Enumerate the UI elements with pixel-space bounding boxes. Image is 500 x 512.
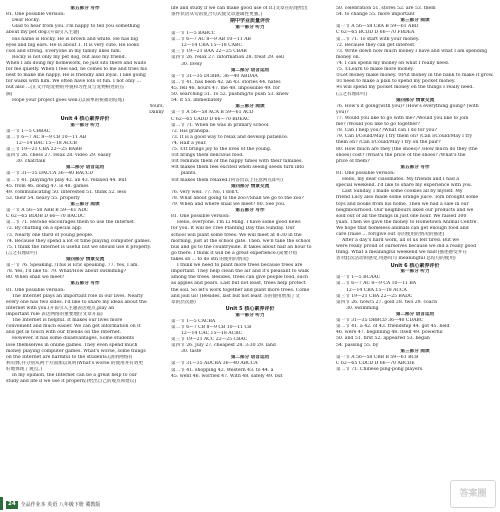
answer-line: Yours, <box>149 103 164 109</box>
answer-line: 第二节 6—7 AC 8—9 CB 10—11 AB <box>6 134 87 140</box>
answer-line: the soil. So let's work together and plant more trees. Come <box>171 287 310 293</box>
answer-line: In my opinion, the Internet can be a great help to our <box>12 373 137 379</box>
section-heading: 第四部分 情景交流 <box>65 257 105 263</box>
section-heading: 第五部分 写作 <box>400 164 430 170</box>
answer-line: When I am doing my homework, he just sits there and waits <box>6 60 147 66</box>
answer-line: on the Internet are harmful to the students.(説明网络有 <box>6 354 133 360</box>
answer-line: yuan. Then we gave the money to Hometown Animal Centre. <box>336 219 478 225</box>
answer-line: 第一节 1—5 BABCC <box>171 30 216 36</box>
answer-line: 第四节 26. chess 27. relax 28. video 29. easily <box>6 153 112 159</box>
answer-line: about my pet dog.(开篇引入主题) <box>6 30 80 36</box>
answer-line: 第一节 A 56—58 CBA B 59—61 ABD <box>336 24 419 30</box>
watermark-logo: 答案圈 <box>450 480 496 508</box>
answer-line: 第二节 6—7 AC 8—9 AB 10—11 AB <box>171 37 251 43</box>
section-heading: 第一部分 听力 <box>235 24 265 30</box>
answer-line: 第三节 19—21 BAA 22—25 CBAB <box>171 49 247 55</box>
answer-line: 第三节 19—21 ACC 22—25 CBAC <box>171 336 248 342</box>
answer-line: 81. One possible version: <box>171 214 230 220</box>
answer-line: I think we need to plant more trees because trees are <box>177 263 303 269</box>
answer-line: among the trees. Besides, trees can give people food, such <box>171 275 308 281</box>
answer-line: 46. were 47. beginning 48. itself 49. powerful <box>336 330 443 336</box>
section-heading: 第二部分 语言运用 <box>65 165 105 171</box>
answer-line: care.(raise ... for/give out 等的使用的情况的描述) <box>336 232 445 238</box>
answer-line: 78. What about going to the zoo?/Shall we go to the zoo? <box>171 195 304 201</box>
answer-line: neighbourhood. Our neighbours liked our products and we <box>336 207 474 213</box>
answer-line: 12—14 BAC 15—18 ACCB <box>16 140 77 146</box>
answer-line: ③It reminds them of the happy times with their families. <box>171 159 303 165</box>
answer-line: Last Sunday, I made some cookies all by myself. My <box>342 189 463 195</box>
answer-line: 第一节 A 56—58 CBB B 59—61 BCB <box>336 354 419 360</box>
answer-line: sold out of all the things in just one hour. We raised 300 <box>336 213 467 219</box>
section-heading: 第一部分 听力 <box>70 122 100 128</box>
answer-line: lose themselves in online games. They even spend much <box>6 342 138 348</box>
answer-line: Rocky is not only my pet dog, but also my friend. <box>12 54 126 60</box>
unit-title: Unit 4 核心素养评价 <box>60 115 110 122</box>
answer-line: After a day's hard work, all of us felt tired. But we <box>342 238 460 244</box>
answer-line: 50. celebration 51. stores 52. are 53. them <box>336 6 436 11</box>
answer-line: thing. What a meaningful weekend we had!(描述感受并在 <box>336 250 467 256</box>
answer-line: 第一节 31—35 DACCA 36—40 BACCD <box>6 171 93 177</box>
answer-line: 条件状语从句的复合句式使文章逻辑性更强。) <box>171 12 263 18</box>
answer-line: 75. I think the Internet is useful but we should use it properly. <box>6 244 152 250</box>
answer-line: Hello, my dear classmates. My friends and I had a <box>342 177 460 183</box>
answer-line: 78. Can I help you? /What can I do for you? <box>336 128 437 134</box>
answer-line: ⑤It makes them relaxed.(何答出以上任意两点即可) <box>171 177 283 183</box>
section-heading: 第五部分 写作 <box>70 281 100 287</box>
answer-line: C 62—65 CDCD D 66—70 ABCDE <box>336 360 415 366</box>
answer-line: 54. to change 55. more important <box>336 12 415 18</box>
answer-line: 第三节 19—21 CBA 22—25 BADC <box>336 293 413 299</box>
answer-line: Glad to hear from you. I'm happy to tell you something <box>12 24 140 30</box>
answer-column-left <box>6 6 164 494</box>
answer-line: ④I will spend my pocket money on the things I really need. <box>336 85 474 91</box>
answer-line: 74. I can spend my money on what I really need. <box>336 60 450 66</box>
answer-line: and join us! (Besides, last but not least 等的使用增加了文 <box>171 293 300 299</box>
answer-line: 73. It is a good way to relax and develop patience. <box>171 134 289 140</box>
answer-line: 第二节 41. a 42. of 43. friendship 44. got 45. held <box>336 324 450 330</box>
answer-line: 第一节 1—5 BCAAC <box>336 275 381 281</box>
answer-line: 第二节 71. Chinese ping-pong players. <box>336 366 424 372</box>
answer-line: 第四节 26. now/5 27. gold 28. two 29. coach <box>336 299 438 305</box>
answer-line: school will plant some trees. We will meet at 8:30 in the <box>171 232 302 238</box>
answer-line: 79. When and where shall we meet? 80. See you. <box>171 202 286 208</box>
answer-line: 80. How much are they (the shoes)? /How much do they (the <box>336 146 478 152</box>
answer-line: and get in touch with our friends on the Internet. <box>6 330 122 336</box>
answer-line: (言之有理即可) <box>336 91 368 97</box>
answer-line: 第一节 31—35 DCBBC 36—40 ABDAA <box>171 73 258 79</box>
answer-line: The Internet is helpful. It makes our lives more <box>12 318 123 324</box>
answer-line: 75. ①It brings joy to the lives of the young. <box>171 147 272 153</box>
unit-title: 期中学业质量评价 <box>229 18 270 25</box>
answer-line: C 62—65 BDDB D 66—70 BACDC <box>6 214 85 220</box>
section-heading: 第五部分 写作 <box>70 6 100 11</box>
answer-line: ②It brings them delicious food. <box>171 153 244 159</box>
answer-line: 50. searching 51. To 52. pushing/to push 53. knew <box>171 92 289 98</box>
answer-line: 第一节 1—5 CBBAC <box>6 128 51 134</box>
answer-line: 者对此次活动的感受,用感叹句 meaningful 总结句的使用) <box>336 256 456 262</box>
answer-line: 45. from 46. doing 47. is 48. games <box>6 183 89 189</box>
answer-line: 73. Nearly one third of young people. <box>6 232 94 238</box>
answer-line: money on. <box>336 54 361 60</box>
answer-line: as apples and pears. Last but not least, trees help protect <box>171 281 306 287</box>
answer-line: 75. ①Learn to make more money. <box>336 67 414 73</box>
answer-line: ③I need to make a plan to spend my pocket money. <box>336 79 456 85</box>
answer-line: 12—14 CBA 15—18 CABC <box>181 43 242 49</box>
answer-line: 30. lively <box>181 61 203 67</box>
section-heading: 第四部分 情景交流 <box>230 183 270 189</box>
section-heading: 第三部分 阅读 <box>400 18 430 24</box>
answer-line: money playing computer games. What's worse, some things <box>6 348 146 354</box>
answer-line: 第一节 76. Speaking. /This is Eric speaking. 77. Yes, I am. <box>6 263 139 269</box>
page-tab-icon <box>0 497 3 510</box>
answer-line: 30. taste <box>181 349 202 355</box>
answer-line: 第一节 A 56—58 ABB B 59—61 ADC <box>6 208 89 214</box>
answer-line: convenient and much easier. We can get information on it <box>6 324 141 330</box>
answer-line: toys and books from his home. Then we had a sale in our <box>336 201 469 207</box>
answer-line: 81. One possible version: <box>6 287 65 293</box>
answer-line: go there. I think it will be a great experience.(简要介绍 <box>171 250 298 256</box>
answer-line: However, it has some disadvantages. Some students <box>12 336 134 342</box>
answer-line: 第二节 41. has been 42. an 43. stories 44. hates <box>171 79 281 85</box>
section-heading: 第一部分 听力 <box>400 269 430 275</box>
page-footer <box>6 500 306 510</box>
answer-line: 第一节 1—5 CACBA <box>171 318 216 324</box>
answer-line: 72. By chatting on a special app. <box>6 226 83 232</box>
answer-line: me? /Would you like to go together? <box>336 122 420 128</box>
answer-line: 第四节 26. relax 27. information 28. treat 29. sell <box>171 55 284 61</box>
answer-line: 76. How's it going(with you)? /How's everything going? (with <box>336 103 479 109</box>
unit-title: Unit 6 核心素养评价 <box>390 262 440 269</box>
answer-line: 章的层次感) <box>171 299 196 305</box>
answer-line: you)? <box>336 109 349 115</box>
answer-line: Hope your project goes well.(以简单的祝福语结尾) <box>12 97 125 103</box>
answer-line: shoes) cost? /What's the price of the shoes? /What's the <box>336 152 466 158</box>
answer-line: friend Lucy also made some orange juice. Tom brought some <box>336 195 479 201</box>
answer-column-middle <box>171 6 329 494</box>
answer-line: 12—14 CBA 15—18 ACCA <box>346 287 407 293</box>
answer-column-right <box>336 6 494 494</box>
answer-line: 45. fell 46. hours 47. me 48. impossible 49. for <box>171 85 280 91</box>
answer-line: them on? /Can I/Could/May I try on the pair? <box>336 140 441 146</box>
answer-line: 74. Half a year. <box>171 140 207 146</box>
answer-line: 第三节 19—21 CBA 22—25 BABB <box>6 147 82 153</box>
answer-line: 滴) <box>6 91 13 97</box>
answer-line: 30. chat/talk <box>16 159 46 165</box>
answer-line: 80. When shall we meet? <box>6 275 65 281</box>
answer-line: Internet with you.(开篇引入主题表达观点,play an <box>6 305 115 311</box>
answer-line: 50. and 51. first 52. appeared 53. began <box>336 336 430 342</box>
answer-line: special weekend. I'd like to share my experience with you. <box>336 183 473 189</box>
answer-line: 54. it 55. immediately <box>171 98 222 104</box>
answer-line: 72. His grandpa. <box>171 128 210 134</box>
answer-line: 第一节 31—35 DBBCD 36—40 CDABC <box>336 318 424 324</box>
page-number: 24 <box>8 501 16 508</box>
answer-line: for walks with him. We often have lots of fun. I not only ... <box>6 79 141 85</box>
answer-line: takes sb ... to do sth 的使用的情况) <box>171 257 249 263</box>
answer-line: 好地体现了观点。) <box>6 366 43 372</box>
answer-line: 76. Very well. 77. No, I don't. <box>171 189 240 195</box>
answer-line: 30. swimming <box>346 305 379 311</box>
answer-line: morning, just at the school gate. Then, we'll take the school <box>171 238 311 244</box>
answer-line: 12—14 CAC 15—18 ACBC <box>181 330 243 336</box>
section-heading: 第三部分 阅读 <box>70 202 100 208</box>
answer-line: 81. One possible version: <box>336 170 395 176</box>
book-title: 全品作业本 英语 八年级下册 冀教版 <box>20 501 101 508</box>
answer-line: but also ...(正文介绍宠物的外貌和习性及与宠物相处的点 <box>6 85 125 91</box>
section-heading: 第二部分 语言运用 <box>395 312 435 317</box>
answer-line: cool and strong. Everyone in my family likes him. <box>6 48 122 54</box>
answer-line: 第二节 71. When he was in primary school. <box>171 122 270 128</box>
section-heading: 第二部分 语言运用 <box>230 355 270 361</box>
answer-line: 第二节 41. shopping 42. Western 43. to 44. a <box>171 367 274 373</box>
answer-line: price of them? <box>336 158 370 164</box>
answer-line: Danny <box>149 109 164 115</box>
answer-line: ②Let money make money. ③Put money in the bank to make it grow. <box>336 73 494 79</box>
answer-line: (言之有理即可) <box>6 250 38 256</box>
answer-line: We hope that homeless animals can get enough food and <box>336 225 469 231</box>
answer-line: 第二节 6—7 CB 8—9 CB 10—11 CB <box>171 324 252 330</box>
unit-title: Unit 5 核心素养评价 <box>225 305 275 312</box>
answer-line: C 62—65 CADD D 66—70 BDEAC <box>171 116 250 122</box>
section-heading: 第三部分 阅读 <box>235 104 265 110</box>
answer-line: 74. Because they spend a lot of time playing computer games. <box>6 238 152 244</box>
answer-line: were really proud of ourselves because we did a really good <box>336 244 477 250</box>
answer-line: 第二节 71. He/She encourages them to use the Internet. <box>6 220 136 226</box>
answer-line: study and life if we use it properly.(给出自己的观点和建议) <box>6 379 137 385</box>
answer-line: His name is Rocky. He is brown and white. He has big <box>12 36 139 42</box>
section-heading: 第二部分 语言运用 <box>230 67 270 73</box>
section-heading: 第四部分 情景交流 <box>395 97 435 103</box>
answer-line: every one has two sides. I'd like to share my ideas about the <box>6 299 147 305</box>
section-heading: 第三部分 阅读 <box>400 348 430 354</box>
answer-line: 第二节 41. playing/to play 42. an 43. relaxed 44. But <box>6 177 127 183</box>
answer-line: Hello, everyone. I'm Li Ming. I have some good news <box>177 220 301 226</box>
answer-line: important. They help clean the air and it's pleasant to walk <box>171 269 309 275</box>
section-heading: 第一部分 听力 <box>235 312 265 318</box>
answer-line: The Internet plays an important role in our lives. Nearly <box>12 293 144 299</box>
answer-line: C 62—65 BCDD D 66—70 FBDEA <box>336 30 415 36</box>
answer-line: 利有弊,并分别从两个方面加以说明)What's worse 的使用并有效更 <box>6 360 144 366</box>
answer-line: 53. their 54. heavy 55. properly <box>6 195 80 201</box>
section-heading: 第五部分 写作 <box>235 208 265 214</box>
answer-line: 第一节 A 56—58 ACA B 59—61 ACD <box>171 110 254 116</box>
answer-line: important role 表达网络的重要地位文章开篇) <box>6 312 103 317</box>
answer-line: 第二节 71. To start with your money. <box>336 36 420 42</box>
answer-line: life and study if we can make good use of it.(文章在结尾给出 <box>171 6 308 11</box>
answer-line: 第二节 6—7 AC 8—9 CA 10—11 BA <box>336 281 417 287</box>
answer-line: plants. <box>181 171 197 177</box>
answer-line: bus and go to the countryside. It takes about half an hour to <box>171 244 312 250</box>
answer-line: 73. Write down how much money I have and what I am spending <box>336 48 488 54</box>
answer-line: ④It makes them feel excited when seeing seeds turn into <box>171 165 305 171</box>
answer-line: 79. Can I/Could/May I try them on? /Can I/Could/May I try <box>336 134 473 140</box>
answer-line: 第四节 26. July 27. cheapest 28. 3:30 29. land <box>171 343 276 349</box>
answer-line: for you. It will be Tree Planting Day this Sunday. Our <box>171 226 295 232</box>
answer-line: 78. Yes, I'd like to. 79. What/How about swimming? <box>6 269 126 275</box>
answer-line: Dear Rocky, <box>12 18 40 24</box>
answer-line: 第一节 31—35 ADCBA 36—40 ABCCA <box>171 361 258 367</box>
answer-line: 81. One possible version: <box>6 12 65 18</box>
answer-line: 54. passing 55. by <box>336 342 379 348</box>
answer-line: 49. communicating 50. interested 51. think 52. less <box>6 189 127 195</box>
answer-line: 77. Would you like to go with me? /Would you like to join <box>336 115 469 121</box>
answer-line: best to make me happy. He is friendly and loyal. I like going <box>6 73 146 79</box>
answer-line: eyes and big ears. He is about 1. It is very cute. He looks <box>6 42 140 48</box>
answer-line: 72. Because they can get interest. <box>336 42 416 48</box>
answer-line: for me quietly. When I feel sad, he comes to me and tries his <box>6 67 147 73</box>
answer-line: 45. went 46. worried 47. With 48. safely 49. but <box>171 373 283 379</box>
